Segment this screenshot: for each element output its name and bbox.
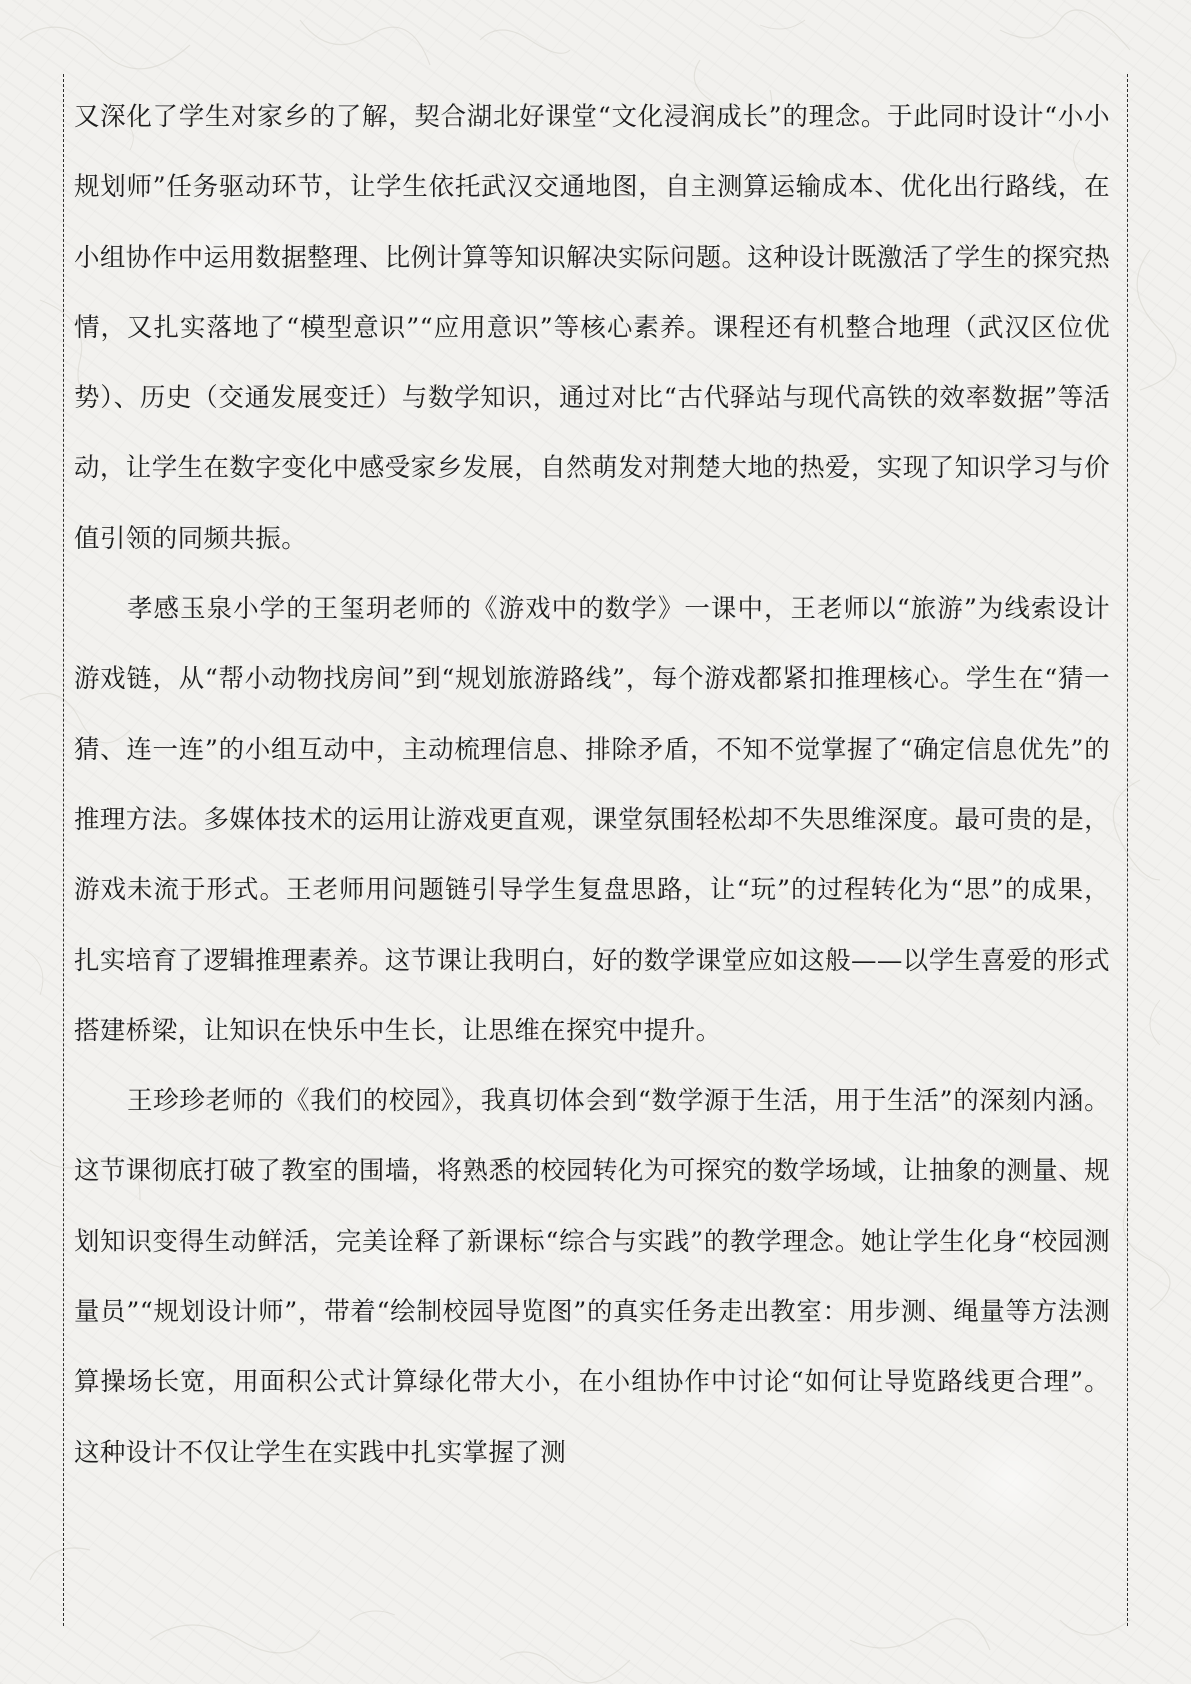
paragraph-3: 王珍珍老师的《我们的校园》，我真切体会到“数学源于生活，用于生活”的深刻内涵。这节课彻底打破了教室的围墙，将熟悉的校园转化为可探究的数学场域，让抽象的测量、规划知识变得生动鲜活，完美诠释了新课标“综合与实践”的教学理念。她让学生化身“校园测量员”“规划设计师”，带着“绘制校园导览图”的真实任务走出教室：用步测、绳量等方法测算操场长宽，用面积公式计算绿化带大小，在小组协作中讨论“如何让导览路线更合理”。这种设计不仅让学生在实践中扎实掌握了测 <box>74 1086 1111 1468</box>
left-dashed-border <box>63 74 64 1626</box>
document-body <box>74 82 1110 1488</box>
right-dashed-border <box>1127 74 1128 1626</box>
paragraph-1: 又深化了学生对家乡的了解，契合湖北好课堂“文化浸润成长”的理念。于此同时设计“小小规划师”任务驱动环节，让学生依托武汉交通地图，自主测算运输成本、优化出行路线，在小组协作中运用数据整理、比例计算等知识解决实际问题。这种设计既激活了学生的探究热情，又扎实落地了“模型意识”“应用意识”等核心素养。课程还有机整合地理（武汉区位优势）、历史（交通发展变迁）与数学知识，通过对比“古代驿站与现代高铁的效率数据”等活动，让学生在数字变化中感受家乡发展，自然萌发对荆楚大地的热爱，实现了知识学习与价值引领的同频共振。 <box>74 102 1111 554</box>
paragraph-2: 孝感玉泉小学的王玺玥老师的《游戏中的数学》一课中，王老师以“旅游”为线索设计游戏链，从“帮小动物找房间”到“规划旅游路线”，每个游戏都紧扣推理核心。学生在“猜一猜、连一连”的小组互动中，主动梳理信息、排除矛盾，不知不觉掌握了“确定信息优先”的推理方法。多媒体技术的运用让游戏更直观，课堂氛围轻松却不失思维深度。最可贵的是，游戏未流于形式。王老师用问题链引导学生复盘思路，让“玩”的过程转化为“思”的成果，扎实培育了逻辑推理素养。这节课让我明白，好的数学课堂应如这般——以学生喜爱的形式搭建桥梁，让知识在快乐中生长，让思维在探究中提升。 <box>74 594 1111 1046</box>
